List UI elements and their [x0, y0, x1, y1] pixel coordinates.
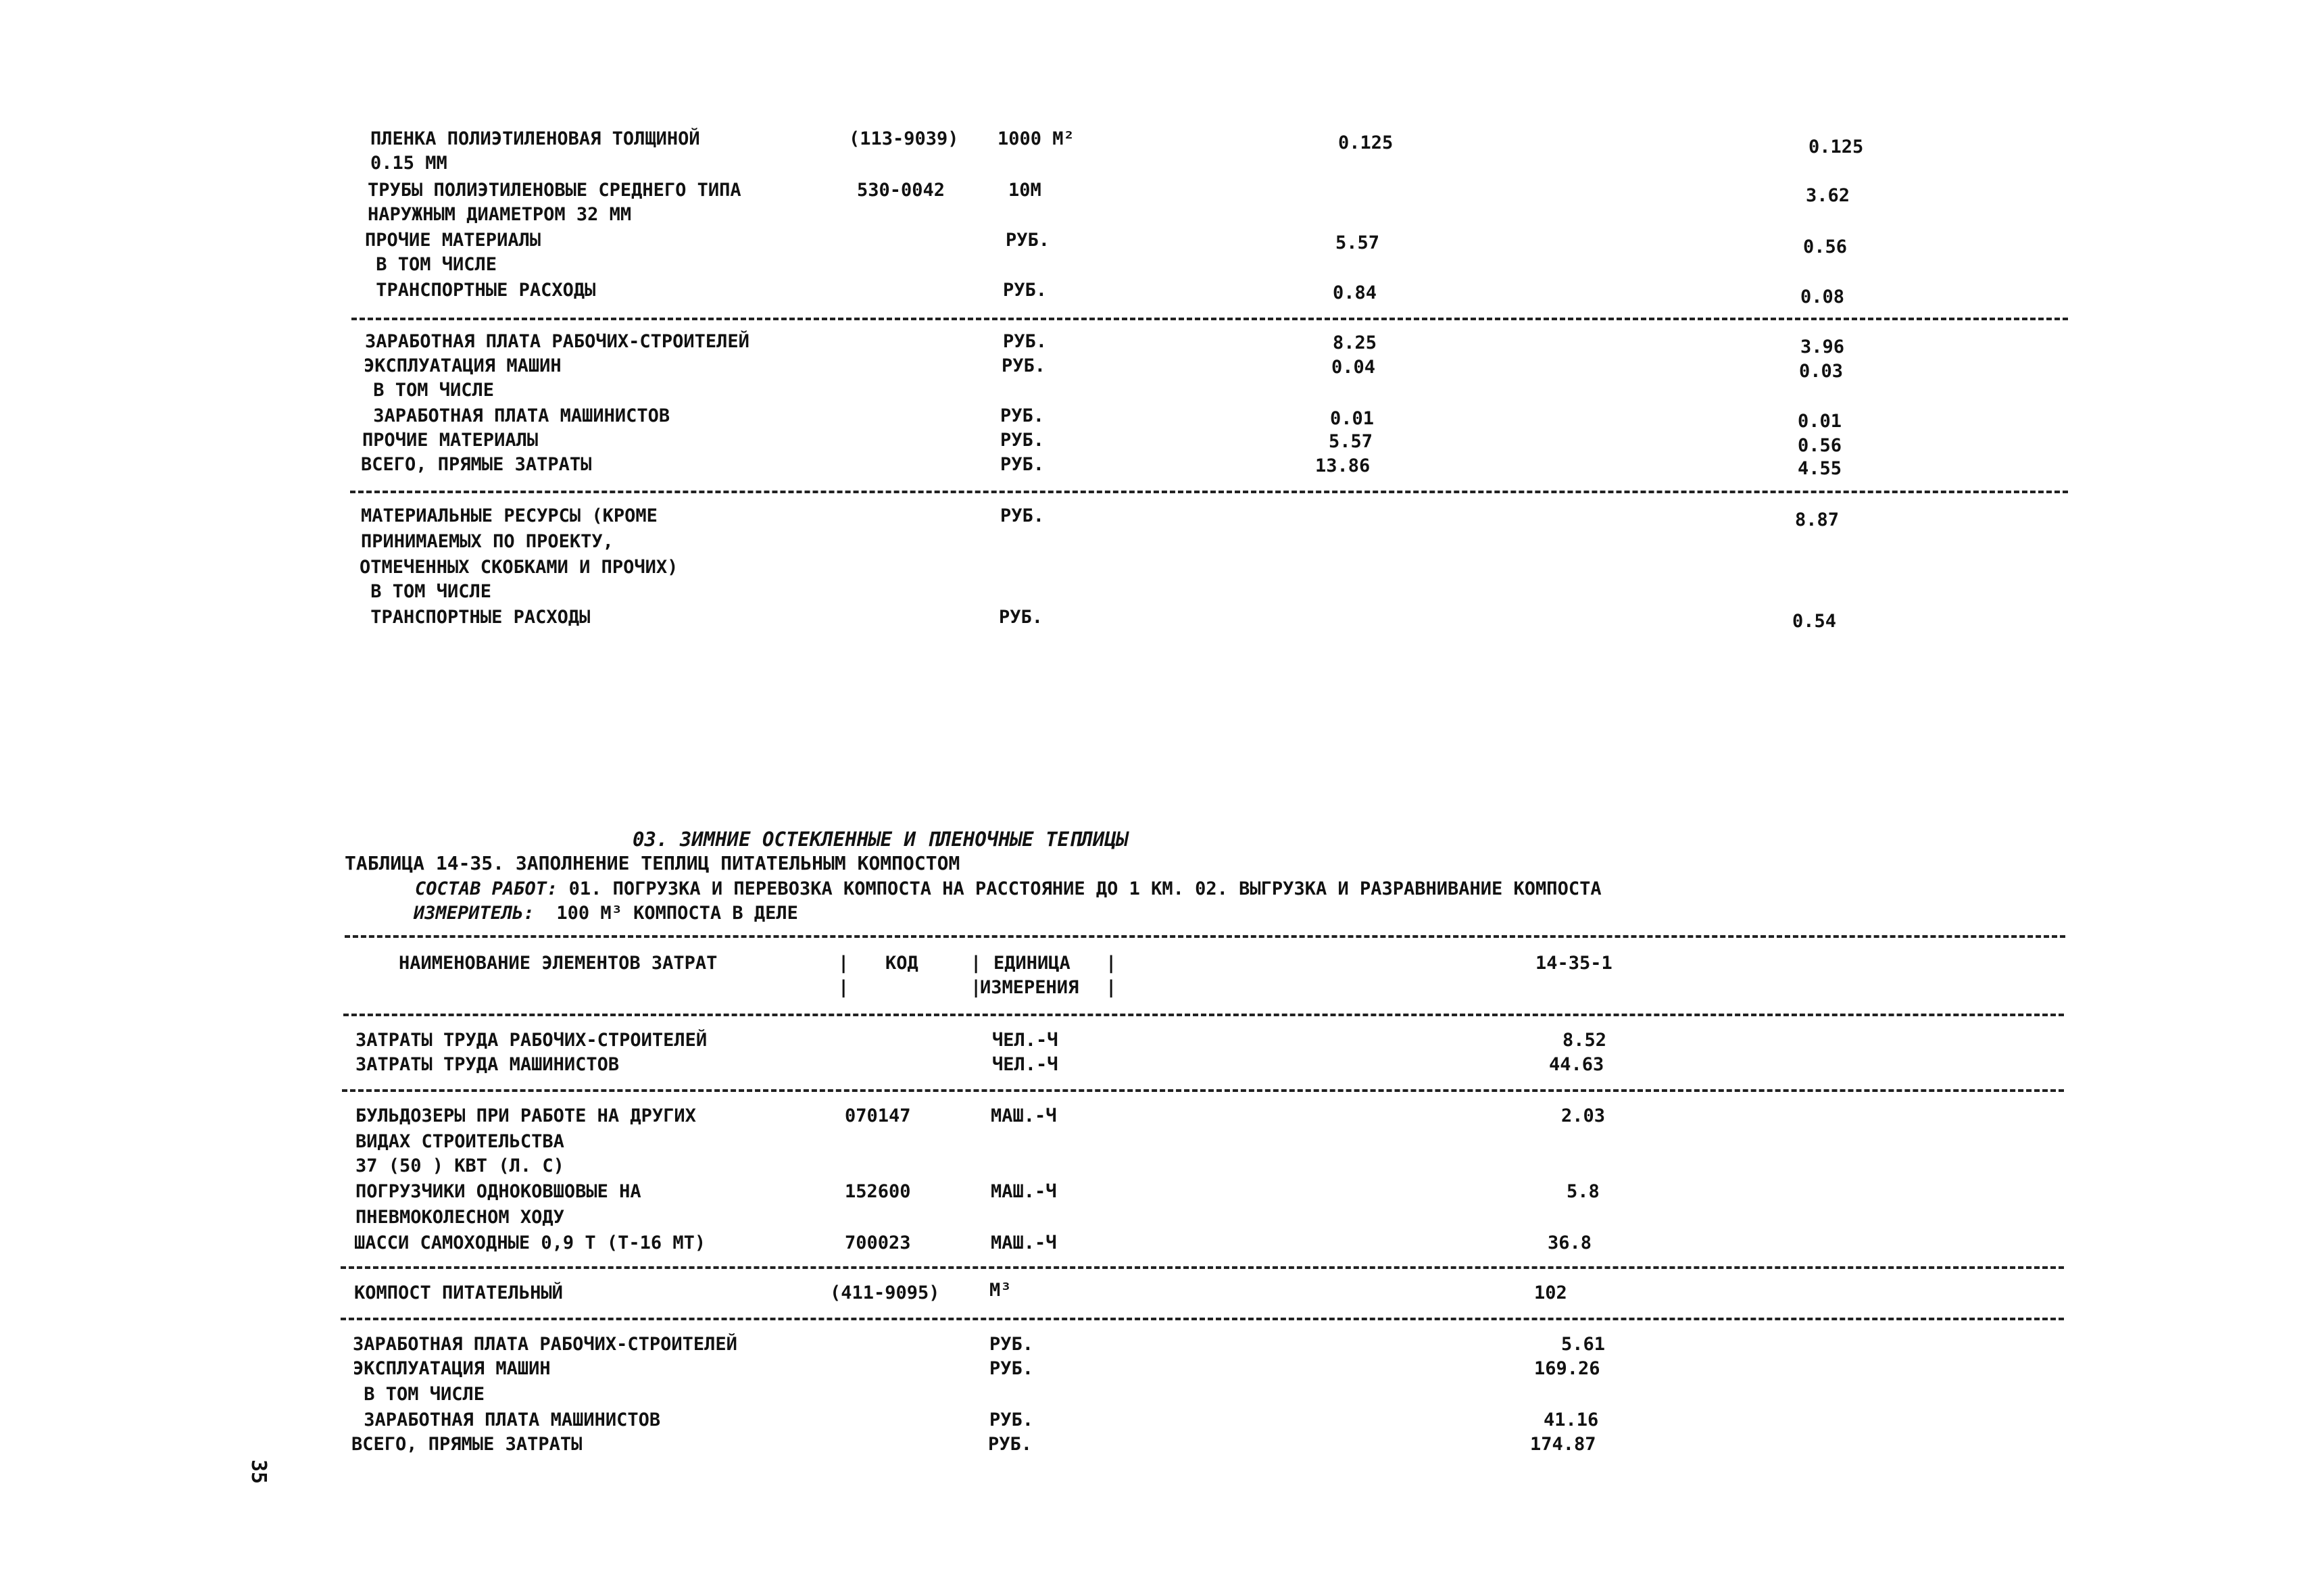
header-name: НАИМЕНОВАНИЕ ЭЛЕМЕНТОВ ЗАТРАТ [399, 953, 718, 974]
total-unit: РУБ. [1000, 430, 1045, 451]
total-value-2: 3.96 [1800, 336, 1845, 357]
header-separator: | [1106, 977, 1117, 998]
work-text: 01. ПОГРУЗКА И ПЕРЕВОЗКА КОМПОСТА НА РАССТОЯНИЕ ДО 1 КМ. 02. ВЫГРУЗКА И РАЗРАВНИВАНИЕ КОМПОСТА [558, 878, 1602, 899]
total-value-1: 5.57 [1329, 431, 1373, 452]
machine-code: 070147 [845, 1105, 911, 1126]
machine-name: ПНЕВМОКОЛЕСНОМ ХОДУ [355, 1207, 564, 1228]
total-name: В ТОМ ЧИСЛЕ [362, 380, 495, 401]
table-divider [343, 1014, 2064, 1016]
machine-value: 2.03 [1561, 1105, 1606, 1126]
labor-unit: ЧЕЛ.-Ч [992, 1030, 1058, 1051]
material-value: 102 [1534, 1282, 1567, 1303]
material-name: ТРУБЫ ПОЛИЭТИЛЕНОВЫЕ СРЕДНЕГО ТИПА [368, 180, 741, 201]
table-divider [341, 1266, 2064, 1269]
material-value-2: 0.56 [1803, 236, 1848, 257]
material-code: 530-0042 [857, 180, 945, 201]
total-name: ЭКСПЛУАТАЦИЯ МАШИН [353, 1358, 551, 1379]
material-code: (411-9095) [830, 1282, 940, 1303]
labor-value: 8.52 [1562, 1030, 1607, 1051]
total-name: ЭКСПЛУАТАЦИЯ МАШИН [364, 355, 562, 376]
machine-value: 36.8 [1548, 1232, 1592, 1253]
material-unit: РУБ. [1003, 280, 1048, 301]
machine-value: 5.8 [1567, 1181, 1600, 1202]
machine-name: ШАССИ САМОХОДНЫЕ 0,9 Т (Т-16 МТ) [354, 1232, 706, 1253]
material-unit: М³ [989, 1280, 1012, 1301]
header-code: КОД [885, 953, 918, 974]
material-name: КОМПОСТ ПИТАТЕЛЬНЫЙ [354, 1282, 563, 1303]
work-composition [415, 880, 1602, 898]
machine-name: БУЛЬДОЗЕРЫ ПРИ РАБОТЕ НА ДРУГИХ [355, 1105, 696, 1126]
material-name: ПРОЧИЕ МАТЕРИАЛЫ [365, 230, 541, 251]
total-value-2: 0.56 [1798, 435, 1842, 456]
material-value-1: 0.125 [1338, 132, 1394, 153]
material-code: (113-9039) [849, 128, 959, 149]
meter-label: ИЗМЕРИТЕЛЬ: [414, 903, 535, 924]
machine-code: 152600 [845, 1181, 911, 1202]
machine-unit: МАШ.-Ч [991, 1181, 1057, 1202]
total-name: ЗАРАБОТНАЯ ПЛАТА РАБОЧИХ-СТРОИТЕЛЕЙ [353, 1334, 737, 1355]
table-title: ТАБЛИЦА 14-35. ЗАПОЛНЕНИЕ ТЕПЛИЦ ПИТАТЕЛЬНЫМ КОМПОСТОМ [345, 852, 960, 874]
machine-name: 37 (50 ) КВТ (Л. С) [355, 1155, 564, 1176]
material-value-1: 5.57 [1335, 232, 1380, 253]
resource-name: В ТОМ ЧИСЛЕ [360, 581, 492, 602]
total-value-2: 0.01 [1798, 411, 1842, 432]
material-name: ТРАНСПОРТНЫЕ РАСХОДЫ [365, 280, 596, 301]
labor-value: 44.63 [1549, 1054, 1604, 1075]
work-label: СОСТАВ РАБОТ: [415, 878, 558, 899]
total-unit: РУБ. [1000, 405, 1045, 426]
total-value-1: 0.01 [1330, 408, 1375, 429]
material-name: 0.15 ММ [370, 153, 447, 174]
material-unit: 1000 М² [998, 128, 1075, 149]
material-name: В ТОМ ЧИСЛЕ [365, 254, 497, 275]
resource-name: ОТМЕЧЕННЫХ СКОБКАМИ И ПРОЧИХ) [360, 557, 679, 578]
material-name: ПЛЕНКА ПОЛИЭТИЛЕНОВАЯ ТОЛЩИНОЙ [370, 128, 700, 149]
total-unit: РУБ. [1003, 331, 1048, 352]
total-value-1: 0.04 [1331, 357, 1376, 378]
material-value-2: 3.62 [1806, 185, 1850, 206]
material-value-2: 0.125 [1808, 136, 1864, 157]
header-unit: ИЗМЕРЕНИЯ [980, 977, 1079, 998]
header-value: 14-35-1 [1535, 953, 1613, 974]
total-unit: РУБ. [988, 1434, 1033, 1455]
total-name: ВСЕГО, ПРЯМЫЕ ЗАТРАТЫ [361, 454, 592, 475]
total-unit: РУБ. [1002, 355, 1046, 376]
table-divider [341, 1318, 2064, 1320]
total-unit: РУБ. [989, 1334, 1034, 1355]
labor-name: ЗАТРАТЫ ТРУДА МАШИНИСТОВ [355, 1054, 620, 1075]
total-value: 41.16 [1544, 1410, 1599, 1430]
resource-unit: РУБ. [1000, 505, 1045, 526]
meter-line [414, 904, 798, 922]
total-unit: РУБ. [989, 1410, 1034, 1430]
total-value-1: 8.25 [1333, 332, 1377, 353]
total-name: ЗАРАБОТНАЯ ПЛАТА РАБОЧИХ-СТРОИТЕЛЕЙ [365, 331, 749, 352]
table-divider [342, 1089, 2064, 1092]
total-value: 5.61 [1561, 1334, 1606, 1355]
resource-name: ПРИНИМАЕМЫХ ПО ПРОЕКТУ, [361, 531, 614, 552]
total-value-2: 0.03 [1799, 361, 1844, 382]
table-divider [351, 318, 2068, 320]
header-separator: | [970, 953, 982, 974]
total-value-1: 13.86 [1315, 455, 1371, 476]
resource-name: ТРАНСПОРТНЫЕ РАСХОДЫ [360, 607, 591, 628]
machine-unit: МАШ.-Ч [991, 1232, 1057, 1253]
header-unit: ЕДИНИЦА [993, 953, 1070, 974]
header-separator: | [1106, 953, 1117, 974]
section-heading: 03. ЗИМНИЕ ОСТЕКЛЕННЫЕ И ПЛЕНОЧНЫЕ ТЕПЛИЦЫ [633, 828, 1129, 851]
resource-name: МАТЕРИАЛЬНЫЕ РЕСУРСЫ (КРОМЕ [361, 505, 658, 526]
table-divider [345, 935, 2065, 938]
labor-name: ЗАТРАТЫ ТРУДА РАБОЧИХ-СТРОИТЕЛЕЙ [355, 1030, 708, 1051]
resource-unit: РУБ. [999, 607, 1043, 628]
total-unit: РУБ. [989, 1358, 1034, 1379]
total-name: В ТОМ ЧИСЛЕ [353, 1384, 485, 1405]
machine-code: 700023 [845, 1232, 911, 1253]
total-name: ЗАРАБОТНАЯ ПЛАТА МАШИНИСТОВ [362, 405, 670, 426]
material-value-2: 0.08 [1800, 286, 1845, 307]
resource-value-2: 0.54 [1792, 611, 1837, 632]
total-name: ВСЕГО, ПРЯМЫЕ ЗАТРАТЫ [351, 1434, 583, 1455]
material-unit: 10М [1008, 180, 1041, 201]
total-value-2: 4.55 [1798, 458, 1842, 479]
header-separator: | [970, 977, 982, 998]
total-value: 169.26 [1534, 1358, 1600, 1379]
labor-unit: ЧЕЛ.-Ч [992, 1054, 1058, 1075]
machine-name: ВИДАХ СТРОИТЕЛЬСТВА [355, 1131, 564, 1152]
meter-text: 100 М³ КОМПОСТА В ДЕЛЕ [534, 903, 798, 924]
page-number: 35 [247, 1460, 270, 1485]
total-value: 174.87 [1530, 1434, 1596, 1455]
header-separator: | [838, 977, 850, 998]
material-unit: РУБ. [1006, 230, 1050, 251]
total-name: ПРОЧИЕ МАТЕРИАЛЫ [362, 430, 539, 451]
resource-value-2: 8.87 [1795, 509, 1840, 530]
table-divider [350, 491, 2068, 493]
material-value-1: 0.84 [1333, 282, 1377, 303]
total-unit: РУБ. [1000, 454, 1045, 475]
material-name: НАРУЖНЫМ ДИАМЕТРОМ 32 ММ [368, 204, 632, 225]
machine-name: ПОГРУЗЧИКИ ОДНОКОВШОВЫЕ НА [355, 1181, 641, 1202]
machine-unit: МАШ.-Ч [991, 1105, 1057, 1126]
header-separator: | [838, 953, 850, 974]
total-name: ЗАРАБОТНАЯ ПЛАТА МАШИНИСТОВ [353, 1410, 661, 1430]
